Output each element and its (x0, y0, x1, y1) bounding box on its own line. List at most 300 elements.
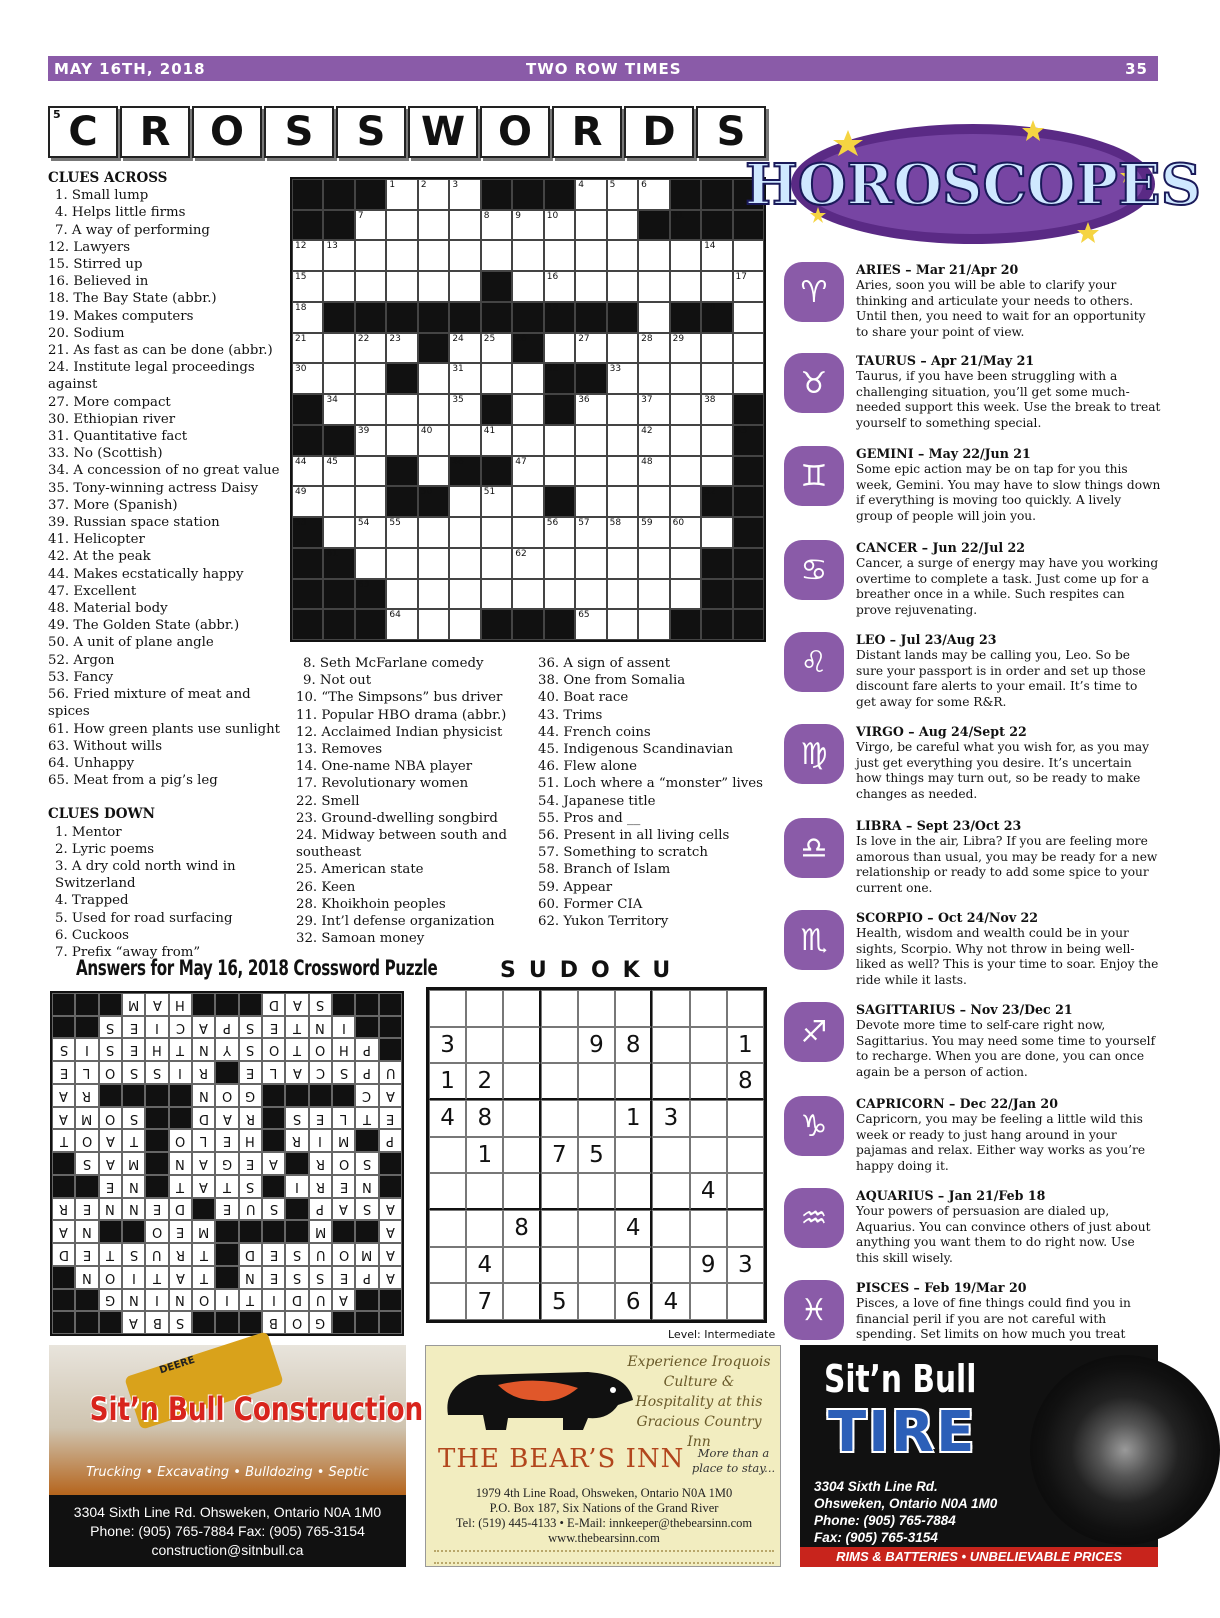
answer-cell: R (285, 1129, 308, 1152)
clue-item: 52. Argon (48, 652, 115, 668)
answer-cell: D (52, 1243, 75, 1266)
crossword-cell[interactable] (670, 271, 701, 302)
sudoku-cell[interactable] (503, 1100, 540, 1137)
crossword-cell[interactable] (323, 363, 354, 394)
sudoku-cell[interactable] (541, 1247, 578, 1284)
crossword-cell[interactable] (638, 486, 669, 517)
sudoku-cell[interactable]: 4 (690, 1173, 727, 1210)
black-square (701, 210, 732, 241)
sudoku-cell[interactable] (578, 1063, 615, 1100)
answer-cell: A (169, 1266, 192, 1289)
crossword-cell[interactable] (386, 240, 417, 271)
crossword-cell[interactable] (638, 517, 669, 548)
sudoku-cell[interactable]: 3 (727, 1247, 764, 1284)
cell-number: 48 (641, 456, 653, 467)
sudoku-cell[interactable] (727, 1137, 764, 1174)
crossword-cell[interactable] (449, 548, 480, 579)
sudoku-cell[interactable] (578, 1173, 615, 1210)
crossword-cell[interactable] (323, 486, 354, 517)
crossword-cell[interactable] (418, 363, 449, 394)
construction-phone: Phone: (905) 765-7884 Fax: (905) 765-3154 (90, 1523, 365, 1539)
crossword-cell[interactable] (512, 240, 543, 271)
answer-cell: M (309, 1220, 332, 1243)
answer-cell: A (379, 1198, 402, 1221)
crossword-cell[interactable] (544, 240, 575, 271)
bull-icon: ♉ (784, 353, 844, 413)
sudoku-cell[interactable] (429, 1283, 466, 1320)
clue-item: 30. Ethiopian river (48, 411, 176, 427)
sudoku-cell[interactable]: 9 (578, 1027, 615, 1064)
crossword-cell[interactable] (481, 517, 512, 548)
cell-number: 5 (609, 180, 616, 190)
black-square (449, 456, 480, 487)
crossword-cell[interactable] (418, 210, 449, 241)
crossword-cell[interactable] (544, 333, 575, 364)
crossword-cell[interactable] (449, 517, 480, 548)
crossword-cell[interactable] (449, 486, 480, 517)
crossword-cell[interactable] (323, 240, 354, 271)
answer-cell: H (169, 993, 192, 1016)
crossword-cell[interactable] (512, 210, 543, 241)
crossword-cell[interactable] (292, 302, 323, 333)
sudoku-cell[interactable] (727, 990, 764, 1027)
crossword-cell[interactable] (575, 579, 606, 610)
crossword-cell[interactable] (638, 271, 669, 302)
sudoku-cell[interactable] (578, 990, 615, 1027)
crossword-cell[interactable] (418, 548, 449, 579)
sudoku-cell[interactable]: 1 (429, 1063, 466, 1100)
sudoku-cell[interactable]: 7 (466, 1283, 503, 1320)
crossword-cell[interactable] (449, 271, 480, 302)
crossword-cell[interactable] (638, 240, 669, 271)
crossword-cell[interactable] (701, 271, 732, 302)
crossword-cell[interactable] (418, 579, 449, 610)
crossword-cell[interactable] (701, 517, 732, 548)
crossword-cell[interactable] (292, 456, 323, 487)
sudoku-cell[interactable] (615, 1063, 652, 1100)
crossword-cell[interactable] (607, 425, 638, 456)
crossword-cell[interactable] (575, 271, 606, 302)
sudoku-cell[interactable] (429, 990, 466, 1027)
crossword-cell[interactable] (386, 548, 417, 579)
crossword-cell[interactable] (323, 394, 354, 425)
crossword-cell[interactable] (355, 425, 386, 456)
crossword-cell[interactable] (544, 548, 575, 579)
crossword-cell[interactable] (670, 363, 701, 394)
crossword-cell[interactable] (449, 210, 480, 241)
horoscopes-logo-text: HOROSCOPES (744, 152, 1202, 218)
horoscope-title: LEO – Jul 23/Aug 23 (856, 632, 997, 647)
sudoku-cell[interactable] (578, 1100, 615, 1137)
crossword-cell[interactable] (607, 579, 638, 610)
answer-cell: D (239, 1243, 262, 1266)
crossword-cell[interactable] (544, 271, 575, 302)
sudoku-cell[interactable] (466, 1027, 503, 1064)
crossword-cell[interactable] (701, 240, 732, 271)
crossword-cell[interactable] (449, 179, 480, 210)
crossword-cell[interactable] (355, 486, 386, 517)
water-bearer-icon: ♒ (784, 1188, 844, 1248)
crossword-cell[interactable] (418, 517, 449, 548)
crossword-cell[interactable] (638, 363, 669, 394)
sudoku-cell[interactable] (690, 1063, 727, 1100)
crossword-cell[interactable] (638, 548, 669, 579)
sudoku-cell[interactable]: 4 (429, 1100, 466, 1137)
sudoku-cell[interactable]: 5 (541, 1283, 578, 1320)
crossword-cell[interactable] (575, 333, 606, 364)
crossword-cell[interactable] (575, 240, 606, 271)
crossword-cell[interactable] (292, 486, 323, 517)
sudoku-cell[interactable] (727, 1100, 764, 1137)
sudoku-cell[interactable]: 5 (578, 1137, 615, 1174)
crossword-cell[interactable] (544, 579, 575, 610)
cell-number: 42 (641, 425, 653, 436)
crossword-cell[interactable] (670, 579, 701, 610)
title-letter: D (624, 106, 694, 158)
sudoku-cell[interactable]: 7 (541, 1137, 578, 1174)
crossword-cell[interactable] (512, 579, 543, 610)
crossword-cell[interactable] (670, 548, 701, 579)
sudoku-cell[interactable] (429, 1137, 466, 1174)
sudoku-cell[interactable] (690, 1100, 727, 1137)
crossword-cell[interactable] (638, 179, 669, 210)
twins-icon: ♊ (784, 446, 844, 506)
crossword-cell[interactable] (607, 240, 638, 271)
crossword-cell[interactable] (449, 579, 480, 610)
crossword-cell[interactable] (638, 394, 669, 425)
crossword-cell[interactable] (512, 394, 543, 425)
crossword-cell[interactable] (323, 456, 354, 487)
crossword-cell[interactable] (418, 456, 449, 487)
sudoku-cell[interactable] (578, 1283, 615, 1320)
sudoku-cell[interactable] (727, 1210, 764, 1247)
bears-inn-contact[interactable]: Tel: (519) 445-4133 • E-Mail: innkeeper@thebearsinn.com (455, 1516, 753, 1530)
cell-number: 15 (295, 272, 307, 283)
crossword-cell[interactable] (418, 394, 449, 425)
crossword-cell[interactable] (638, 579, 669, 610)
crossword-cell[interactable] (575, 425, 606, 456)
answer-cell: T (285, 1016, 308, 1039)
crossword-cell[interactable] (355, 210, 386, 241)
sudoku-cell[interactable]: 9 (690, 1247, 727, 1284)
sudoku-cell[interactable] (578, 1210, 615, 1247)
sudoku-cell[interactable] (727, 1173, 764, 1210)
sudoku-cell[interactable] (615, 1247, 652, 1284)
sudoku-cell[interactable] (541, 1210, 578, 1247)
black-square (355, 609, 386, 640)
sudoku-cell[interactable]: 3 (652, 1100, 689, 1137)
crossword-cell[interactable] (355, 517, 386, 548)
crossword-cell[interactable] (607, 363, 638, 394)
black-square (379, 1152, 402, 1175)
sudoku-cell[interactable] (541, 990, 578, 1027)
crossword-cell[interactable] (701, 456, 732, 487)
sudoku-cell[interactable] (615, 1173, 652, 1210)
crossword-cell[interactable] (638, 425, 669, 456)
answer-cell: U (309, 1243, 332, 1266)
crossword-cell[interactable] (355, 548, 386, 579)
crossword-cell[interactable] (733, 333, 764, 364)
sudoku-cell[interactable] (615, 990, 652, 1027)
sudoku-cell[interactable] (503, 1283, 540, 1320)
crossword-cell[interactable] (575, 179, 606, 210)
sudoku-cell[interactable] (690, 1027, 727, 1064)
clue-item: 13. Removes (296, 742, 383, 758)
sudoku-cell[interactable] (503, 990, 540, 1027)
crossword-cell[interactable] (355, 240, 386, 271)
black-square (99, 993, 122, 1016)
black-square (192, 1198, 215, 1221)
cell-number: 13 (326, 241, 338, 252)
crossword-cell[interactable] (575, 210, 606, 241)
crossword-cell[interactable] (481, 486, 512, 517)
sudoku-cell[interactable] (541, 1063, 578, 1100)
crossword-cell[interactable] (544, 210, 575, 241)
crossword-cell[interactable] (512, 271, 543, 302)
crossword-cell[interactable] (607, 548, 638, 579)
crossword-cell[interactable] (418, 179, 449, 210)
crossword-cell[interactable] (481, 333, 512, 364)
crossword-cell[interactable] (670, 456, 701, 487)
crossword-cell[interactable] (701, 425, 732, 456)
sudoku-cell[interactable]: 4 (615, 1210, 652, 1247)
crossword-cell[interactable] (355, 333, 386, 364)
sudoku-cell[interactable] (503, 1173, 540, 1210)
crossword-cell[interactable] (418, 425, 449, 456)
crossword-cell[interactable] (670, 425, 701, 456)
crossword-cell[interactable] (386, 609, 417, 640)
sudoku-cell[interactable]: 1 (615, 1100, 652, 1137)
crossword-cell[interactable] (575, 486, 606, 517)
sudoku-cell[interactable] (652, 1027, 689, 1064)
sudoku-cell[interactable] (466, 1210, 503, 1247)
sudoku-cell[interactable] (541, 1100, 578, 1137)
crossword-cell[interactable] (292, 271, 323, 302)
crossword-cell[interactable] (386, 210, 417, 241)
crossword-cell[interactable] (670, 240, 701, 271)
clue-item: 10. “The Simpsons” bus driver (296, 690, 503, 706)
crossword-cell[interactable] (670, 486, 701, 517)
clues-across-heading: CLUES ACROSS (48, 170, 168, 186)
sudoku-cell[interactable]: 6 (615, 1283, 652, 1320)
ad-sitnbull-construction[interactable] (49, 1345, 424, 1567)
crossword-cell[interactable] (670, 394, 701, 425)
crossword-cell[interactable] (355, 271, 386, 302)
crossword-cell[interactable] (575, 456, 606, 487)
crossword-cell[interactable] (607, 517, 638, 548)
sudoku-cell[interactable] (652, 990, 689, 1027)
crossword-cell[interactable] (607, 456, 638, 487)
crossword-cell[interactable] (670, 333, 701, 364)
crossword-cell[interactable] (418, 240, 449, 271)
crossword-cell[interactable] (323, 333, 354, 364)
crossword-cell[interactable] (638, 302, 669, 333)
black-square (379, 1038, 402, 1061)
crossword-cell[interactable] (733, 240, 764, 271)
crossword-cell[interactable] (512, 363, 543, 394)
crossword-cell[interactable] (575, 394, 606, 425)
black-square (262, 1175, 285, 1198)
ad-bears-inn[interactable] (425, 1345, 781, 1567)
answer-cell: S (239, 1175, 262, 1198)
tire-address-2: Ohsweken, Ontario N0A 1M0 (814, 1496, 998, 1511)
crossword-cell[interactable] (355, 363, 386, 394)
crossword-cell[interactable] (323, 517, 354, 548)
answer-cell: C (355, 1084, 378, 1107)
sudoku-cell[interactable] (503, 1137, 540, 1174)
crossword-cell[interactable] (733, 302, 764, 333)
clue-item: 48. Material body (48, 601, 168, 617)
sudoku-cell[interactable]: 2 (466, 1063, 503, 1100)
crossword-cell[interactable] (386, 579, 417, 610)
clue-item: 33. No (Scottish) (48, 446, 163, 462)
black-square (701, 548, 732, 579)
horoscope-title: CAPRICORN – Dec 22/Jan 20 (856, 1096, 1058, 1111)
crossword-cell[interactable] (544, 425, 575, 456)
crossword-cell[interactable] (449, 394, 480, 425)
crossword-cell[interactable] (575, 517, 606, 548)
crossword-cell[interactable] (638, 333, 669, 364)
answer-cell: O (192, 1289, 215, 1312)
sudoku-cell[interactable] (727, 1283, 764, 1320)
sudoku-cell[interactable] (652, 1173, 689, 1210)
crossword-cell[interactable] (575, 609, 606, 640)
sudoku-cell[interactable] (466, 1173, 503, 1210)
black-square (701, 579, 732, 610)
crossword-cell[interactable] (481, 425, 512, 456)
sudoku-cell[interactable] (652, 1137, 689, 1174)
sudoku-cell[interactable]: 8 (503, 1210, 540, 1247)
crossword-cell[interactable] (481, 363, 512, 394)
crossword-cell[interactable] (481, 548, 512, 579)
black-square (544, 609, 575, 640)
sudoku-cell[interactable] (578, 1247, 615, 1284)
sudoku-cell[interactable] (503, 1063, 540, 1100)
sudoku-cell[interactable]: 3 (429, 1027, 466, 1064)
sudoku-cell[interactable] (690, 990, 727, 1027)
sudoku-cell[interactable] (429, 1173, 466, 1210)
cell-number: 23 (389, 333, 401, 344)
crossword-cell[interactable] (607, 210, 638, 241)
sudoku-cell[interactable]: 1 (727, 1027, 764, 1064)
sudoku-cell[interactable] (429, 1210, 466, 1247)
crossword-cell[interactable] (449, 240, 480, 271)
crossword-cell[interactable] (481, 240, 512, 271)
crossword-cell[interactable] (386, 394, 417, 425)
crossword-cell[interactable] (607, 179, 638, 210)
crossword-cell[interactable] (386, 179, 417, 210)
sudoku-cell[interactable] (652, 1063, 689, 1100)
crossword-cell[interactable] (575, 548, 606, 579)
bears-inn-website[interactable]: www.thebearsinn.com (548, 1531, 660, 1545)
sudoku-cell[interactable]: 4 (466, 1247, 503, 1284)
crossword-cell[interactable] (512, 548, 543, 579)
sudoku-title: SUDOKU (500, 958, 684, 983)
crossword-cell[interactable] (733, 271, 764, 302)
crossword-cell[interactable] (607, 609, 638, 640)
sudoku-cell[interactable] (690, 1210, 727, 1247)
crossword-cell[interactable] (544, 517, 575, 548)
sudoku-cell[interactable] (503, 1247, 540, 1284)
crossword-cell[interactable] (512, 425, 543, 456)
crosswords-title (48, 106, 766, 158)
answer-cell: U (309, 1289, 332, 1312)
crossword-cell[interactable] (386, 425, 417, 456)
crossword-cell[interactable] (607, 271, 638, 302)
crossword-cell[interactable] (292, 363, 323, 394)
crossword-cell[interactable] (701, 363, 732, 394)
crossword-cell[interactable] (292, 240, 323, 271)
crossword-cell[interactable] (292, 333, 323, 364)
crossword-cell[interactable] (607, 333, 638, 364)
sudoku-cell[interactable] (615, 1137, 652, 1174)
crossword-cell[interactable] (449, 363, 480, 394)
crossword-cell[interactable] (386, 271, 417, 302)
crossword-cell[interactable] (701, 333, 732, 364)
cell-number: 50 (420, 487, 433, 498)
ad-sitnbull-tire[interactable] (800, 1345, 1158, 1567)
sudoku-cell[interactable] (466, 990, 503, 1027)
crossword-cell[interactable] (512, 456, 543, 487)
crossword-cell[interactable] (386, 517, 417, 548)
answer-cell: T (52, 1129, 75, 1152)
crossword-cell[interactable] (670, 517, 701, 548)
sudoku-cell[interactable]: 8 (727, 1063, 764, 1100)
crossword-cell[interactable] (418, 271, 449, 302)
crossword-cell[interactable] (512, 517, 543, 548)
sudoku-cell[interactable]: 4 (652, 1283, 689, 1320)
crossword-cell[interactable] (638, 456, 669, 487)
clue-item: 59. Appear (538, 879, 613, 895)
crossword-cell[interactable] (449, 333, 480, 364)
clue-item: 18. The Bay State (abbr.) (48, 291, 217, 307)
sudoku-cell[interactable] (652, 1210, 689, 1247)
crossword-cell[interactable] (544, 456, 575, 487)
sudoku-cell[interactable] (690, 1137, 727, 1174)
crossword-cell[interactable] (418, 609, 449, 640)
crossword-cell[interactable] (701, 394, 732, 425)
crossword-cell[interactable] (481, 579, 512, 610)
answer-cell: S (145, 1061, 168, 1084)
sudoku-cell[interactable] (503, 1027, 540, 1064)
sudoku-cell[interactable]: 1 (466, 1137, 503, 1174)
crossword-cell[interactable] (733, 363, 764, 394)
crossword-cell[interactable] (386, 333, 417, 364)
crossword-cell[interactable] (607, 394, 638, 425)
black-square (386, 456, 417, 487)
crossword-cell[interactable] (449, 425, 480, 456)
crossword-cell[interactable] (355, 394, 386, 425)
crossword-cell[interactable] (512, 486, 543, 517)
sudoku-cell[interactable] (541, 1173, 578, 1210)
crossword-cell[interactable] (323, 271, 354, 302)
sudoku-cell[interactable] (541, 1027, 578, 1064)
crossword-cell[interactable] (638, 609, 669, 640)
crossword-cell[interactable] (481, 210, 512, 241)
sudoku-cell[interactable] (429, 1247, 466, 1284)
sudoku-cell[interactable] (652, 1247, 689, 1284)
crossword-cell[interactable] (355, 456, 386, 487)
black-square (292, 548, 323, 579)
sudoku-cell[interactable]: 8 (615, 1027, 652, 1064)
sudoku-cell[interactable]: 8 (466, 1100, 503, 1137)
sudoku-cell[interactable] (690, 1283, 727, 1320)
construction-email[interactable]: construction@sitnbull.ca (151, 1542, 304, 1558)
cell-number: 14 (704, 241, 716, 252)
crossword-cell[interactable] (449, 609, 480, 640)
black-square (239, 1220, 262, 1243)
crossword-cell[interactable] (607, 486, 638, 517)
